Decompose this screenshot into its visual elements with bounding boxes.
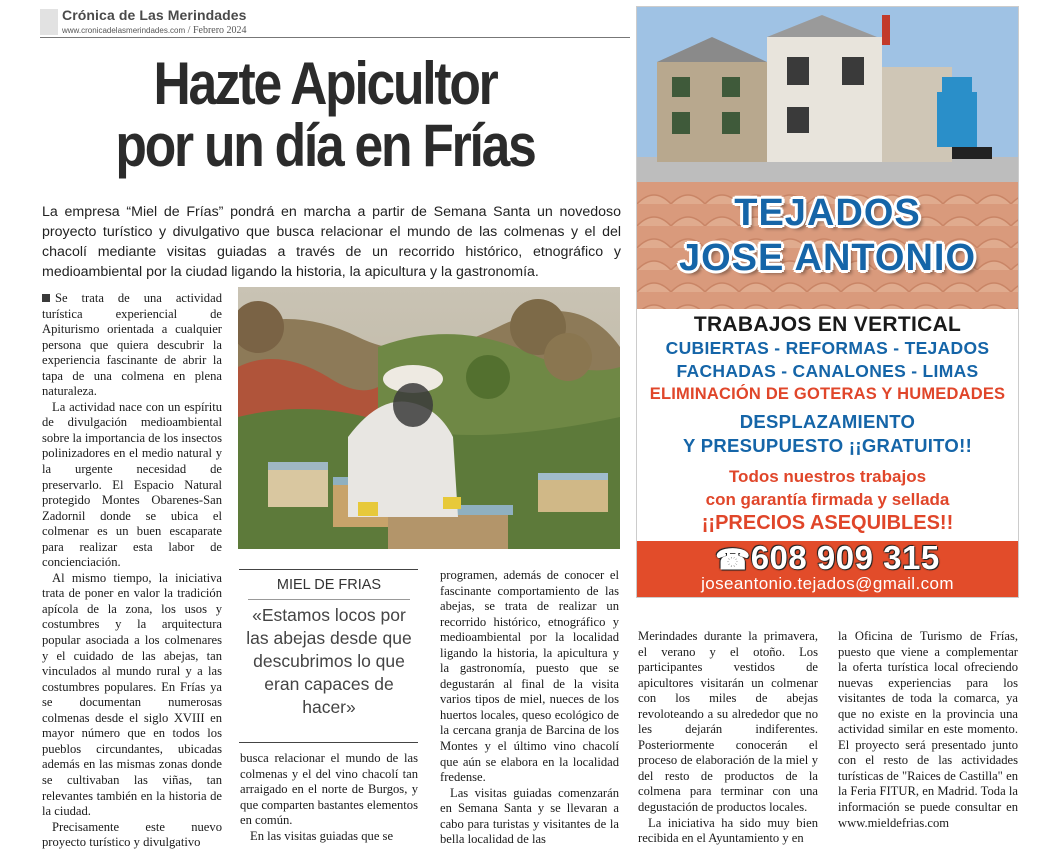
pull-quote-rule-top: [239, 569, 418, 570]
pull-quote-rule-bottom: [239, 742, 418, 743]
article-column-1: [42, 291, 222, 851]
paragraph: Las visitas guiadas comenzarán en Semana Santa y se llevaran a cabo para turistas y visitantes de la bella localidad de las: [440, 785, 619, 847]
masthead-title: Crónica de Las Merindades: [62, 7, 247, 23]
ad-offer-2: Y PRESUPUESTO ¡¡GRATUITO!!: [682, 435, 973, 456]
ad-phone-number: 608 909 315: [750, 539, 940, 576]
masthead-subline: [62, 25, 247, 36]
ad-guarantee-1: Todos nuestros trabajos: [728, 467, 927, 486]
paragraph: Merindades durante la primavera, el verano y el otoño. Los participantes vestidos de apicultores visitarán un colmenar con los miles de abejas revoloteando a su alrededor que no les dejarán indiferentes. Posteriormente conocerán el proceso de elaboración de la miel y del resto de productos de la colmena para terminar con una degustación de productos locales.: [638, 629, 818, 815]
paragraph: La iniciativa ha sido muy bien recibida en el Ayuntamiento y en: [638, 815, 818, 846]
square-bullet-icon: [42, 294, 50, 302]
article-column-4: [638, 629, 818, 847]
beekeeper-photo: [238, 287, 620, 549]
ad-email: joseantonio.tejados@gmail.com: [701, 574, 954, 593]
article-column-2: [240, 751, 418, 844]
ad-brand-line-2: JOSE ANTONIO: [678, 237, 977, 279]
pull-quote-heading: MIEL DE FRIAS: [276, 577, 382, 593]
pull-quote-divider: [248, 599, 410, 600]
ad-services-panel: [637, 309, 1018, 541]
ad-services-3: ELIMINACIÓN DE GOTERAS Y HUMEDADES: [649, 385, 1006, 403]
paragraph: Se trata de una actividad turística experiencial de Apiturismo orientada a cualquier persona que quiera descubrir la experiencia fascinante de abrir la tapa de una colmena en plena naturaleza.: [42, 291, 222, 399]
ad-phone-line: [637, 539, 1018, 577]
ad-services-1: CUBIERTAS - REFORMAS - TEJADOS: [665, 338, 990, 358]
masthead-bar: [40, 9, 58, 35]
ad-offer-1: DESPLAZAMIENTO: [739, 411, 916, 432]
ad-house-photo-image: [637, 7, 1018, 182]
beekeeper-photo-image: [238, 287, 620, 549]
paragraph: busca relacionar el mundo de las colmenas y el del vino chacolí tan arraigado en el norte de Burgos, y que comparten bastantes elementos en común.: [240, 751, 418, 828]
paragraph: Precisamente este nuevo proyecto turístico y divulgativo: [42, 819, 222, 850]
paragraph: En las visitas guiadas que se: [250, 828, 394, 843]
ad-phone-band: [637, 541, 1018, 597]
paragraph: programen, además de conocer el fascinante comportamiento de las abejas, se trata de realizar un recorrido histórico, etnográfico y medioambiental por la localidad ligando la historia, la apicultura y la gastronomía, puesto que se degustarán al final de la visita varios tipos de miel, nueces de los huertos locales, queso ecológico de la cercana granja de Barcina de los Montes y el último vino chacolí que aún se elabora en la localidad fredense.: [440, 568, 619, 785]
headline-line-1: Hazte Apicultor: [153, 50, 497, 117]
paragraph: Al mismo tiempo, la iniciativa trata de poner en valor la tradición apícola de la zona, los usos y costumbres y la arquitectura popular asociada a los colmenares y el cuidado de las abejas, tan vinculados al mundo rural y a las costumbres populares. En Frías ya se documentan numerosas colmenas desde el siglo XVIII en mayor número que en todos los pueblos circundantes, ubicadas además en las mismas zonas donde se cultivaban las viñas, tan relevantes también en la historia de la ciudad.: [42, 570, 222, 819]
headline-line-2: por un día en Frías: [115, 112, 535, 179]
article-column-3: [440, 568, 619, 848]
ad-roof-tiles: [637, 182, 1018, 309]
ad-brand-line-1: TEJADOS: [734, 192, 921, 234]
ad-headline: TRABAJOS EN VERTICAL: [693, 313, 962, 336]
ad-services-2: FACHADAS - CANALONES - LIMAS: [676, 361, 979, 381]
paragraph: La actividad nace con un espíritu de divulgación medioambiental sobre la importancia de los insectos polinizadores en el medio natural y la urgente necesidad de preservarlo. El Espacio Natural protegido Montes Obarenes-San Zadornil donde se ubica el colmenar es un buen escaparate para realizar esta labor de concienciación.: [42, 399, 222, 570]
ad-house-photo: [637, 7, 1018, 182]
article-headline: [97, 50, 553, 179]
masthead-date: / Febrero 2024: [185, 25, 247, 36]
ad-guarantee-2: con garantía firmada y sellada: [705, 490, 950, 509]
article-lead: La empresa “Miel de Frías” pondrá en marcha a partir de Semana Santa un novedoso proyecto turístico y divulgativo que busca relacionar el mundo de las colmenas y el del chacolí mediante visitas guiadas a través de un recorrido histórico, etnográfico y medioambiental por la ciudad ligando la historia, la apicultura y la gastronomía.: [42, 204, 621, 280]
pull-quote-text: «Estamos locos por las abejas desde que descubrimos lo que eran capaces de hacer»: [246, 605, 412, 717]
masthead-url: www.cronicadelasmerindades.com: [62, 26, 186, 35]
advertisement-tejados: [636, 6, 1019, 598]
article-column-5: [838, 629, 1018, 831]
ad-prices: ¡¡PRECIOS ASEQUIBLES!!: [701, 512, 954, 534]
masthead-rule: [40, 37, 630, 38]
paragraph: la Oficina de Turismo de Frías, puesto que viene a complementar la oferta turística local ofreciendo nuevas experiencias para los visitantes de toda la comarca, ya que no existe en la provincia una actividad similar en este momento. El proyecto será presentado junto con el resto de las actividades turísticas de "Raices de Castilla" en la Feria FITUR, en Madrid. Toda la información se puede consultar en www.mieldefrias.com: [838, 629, 1018, 830]
telephone-icon: ☎: [715, 544, 751, 575]
